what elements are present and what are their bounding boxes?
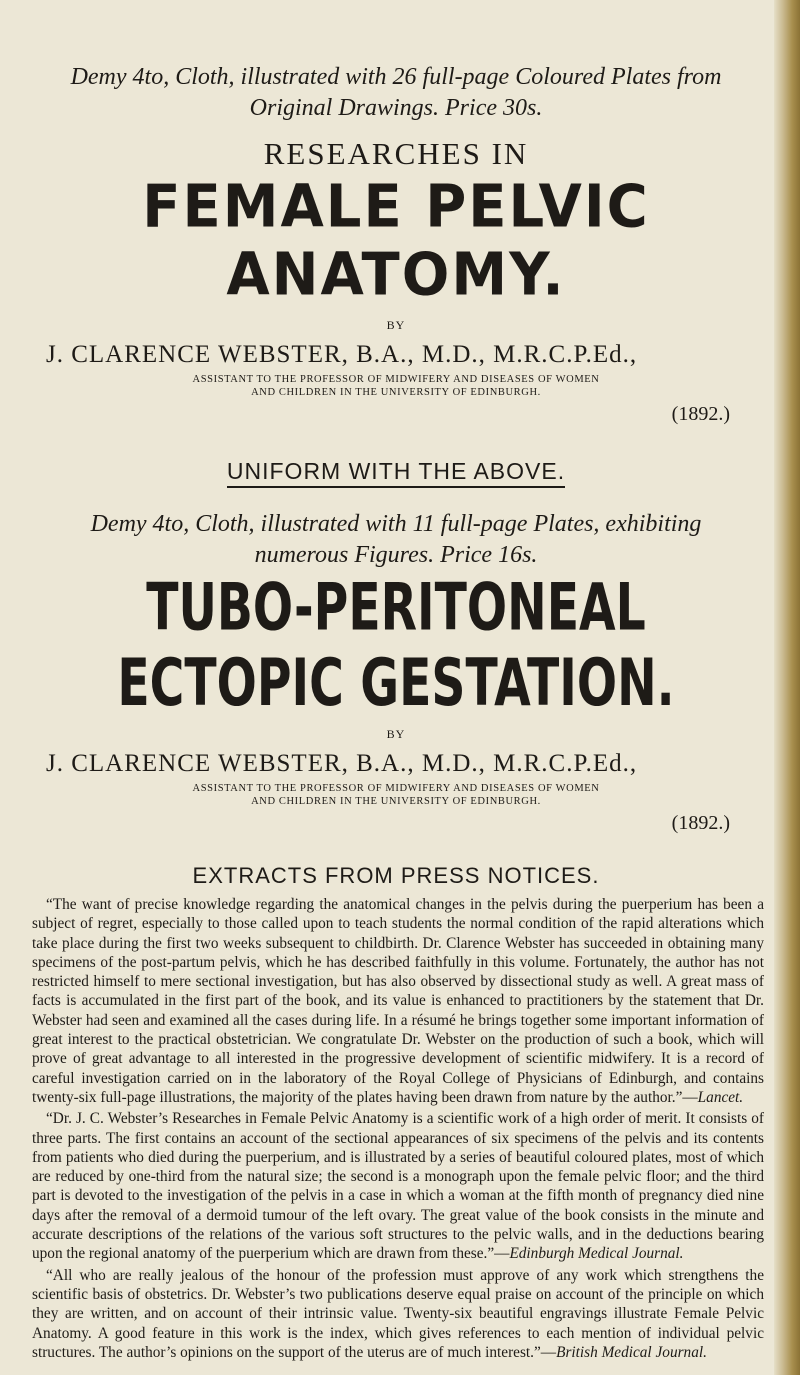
book2-affiliation-line1: ASSISTANT TO THE PROFESSOR OF MIDWIFERY AND DISEASES OF WOMEN bbox=[192, 783, 600, 794]
ad2-line2 bbox=[22, 540, 770, 571]
ad2-price: 16s. bbox=[492, 542, 538, 568]
book1-title: FEMALE PELVIC ANATOMY. bbox=[142, 172, 650, 310]
book1-affiliation-line1: ASSISTANT TO THE PROFESSOR OF MIDWIFERY AND DISEASES OF WOMEN bbox=[192, 374, 600, 385]
quote-text: “All who are really jealous of the honour of the profession must approve of any work which strengthens the scientific basis of obstetrics. Dr. Webster’s two publications deserve equal praise on account of the principle on which they are written, and on account of their intrinsic value. Twenty-six beautiful engravings illustrate Female Pelvic Anatomy. A good feature in this work is the index, which gives references to each mention of individual pelvic structures. The author’s opinions on the support of the uterus are of much interest.”— bbox=[32, 1266, 764, 1361]
ad2-line2-text: numerous Figures. Price bbox=[254, 542, 493, 568]
book1-kicker: RESEARCHES IN bbox=[263, 136, 529, 171]
book2-by: BY bbox=[386, 727, 406, 741]
page-edge bbox=[774, 0, 800, 1375]
book1-affiliation-line2: AND CHILDREN IN THE UNIVERSITY OF EDINBURGH. bbox=[251, 387, 541, 398]
book2-year: (1892.) bbox=[671, 812, 730, 834]
ad2-line1: Demy 4to, Cloth, illustrated with 11 full-page Plates, exhibiting bbox=[90, 511, 702, 537]
ad1-price: 30s. bbox=[497, 95, 543, 121]
book1-author: J. CLARENCE WEBSTER, B.A., M.D., M.R.C.P.Ed., bbox=[46, 341, 638, 368]
quote-source: Edinburgh Medical Journal. bbox=[509, 1245, 684, 1263]
press-quote-lancet bbox=[32, 895, 764, 1107]
quote-source: British Medical Journal. bbox=[556, 1343, 707, 1361]
advertisement-page bbox=[22, 8, 770, 1368]
ad1-line2-text: Original Drawings. Price bbox=[249, 95, 497, 121]
quote-text: “Dr. J. C. Webster’s Researches in Female Pelvic Anatomy is a scientific work of a high order of merit. It consists of three parts. The first contains an account of the sectional appearances of six specimens of the pelvis and its contents from patients who died during the puerperium, and is illustrated by a series of beautiful coloured plates, most of which are reduced by one-third from the natural size; the second is a monograph upon the female pelvic floor; and the third part is devoted to the investigation of the pelvis in a case in which a woman at the fifth month of pregnancy died nine days after the removal of a dermoid tumour of the left ovary. The great value of the book consists in the minute and accurate descriptions of the relations of the various soft structures to the pelvic walls, and in the deductions bearing upon the regional anatomy of the puerperium which are drawn from these.”— bbox=[32, 1110, 764, 1263]
quote-text: “The want of precise knowledge regarding the anatomical changes in the pelvis during the puerperium has been a subject of regret, especially to those called upon to teach students the normal condition of the rapid alterations which take place during the first two weeks subsequent to childbirth. Dr. Clarence Webster has succeeded in obtaining many specimens of the post-partum pelvis, which he has described faithfully in this volume. Fortunately, the author has not restricted himself to mere sectional investigation, but has also observed by dissectional study as well. A great mass of facts is accumulated in the first part of the book, and its value is enhanced to practitioners by the statement that Dr. Webster had seen and examined all the cases during life. In a résumé he brings together some important information of great interest to the practical obstetrician. We congratulate Dr. Webster on the production of such a book, which will prove of great advantage to all interested in the progressive development of scientific midwifery. It is a record of careful investigation carried on in the laboratory of the Royal College of Physicians of Edinburgh, and contains twenty-six full-page illustrations, the majority of the plates having been drawn from nature by the author.”— bbox=[32, 896, 764, 1106]
press-quote-edinburgh bbox=[32, 1109, 764, 1263]
book1-year: (1892.) bbox=[671, 403, 730, 425]
quote-source: Lancet. bbox=[697, 1088, 744, 1106]
book2-title: TUBO-PERITONEAL ECTOPIC GESTATION. bbox=[117, 569, 675, 721]
press-quote-british bbox=[32, 1266, 764, 1362]
uniform-heading-text: UNIFORM WITH THE ABOVE. bbox=[227, 458, 565, 488]
ad1-line2 bbox=[22, 93, 770, 124]
book1-by: BY bbox=[386, 318, 406, 332]
extracts-heading: EXTRACTS FROM PRESS NOTICES. bbox=[192, 863, 600, 888]
ad1-line1: Demy 4to, Cloth, illustrated with 26 full-page Coloured Plates from bbox=[70, 64, 722, 90]
book2-affiliation-line2: AND CHILDREN IN THE UNIVERSITY OF EDINBURGH. bbox=[251, 796, 541, 807]
uniform-heading bbox=[22, 458, 770, 485]
book2-author: J. CLARENCE WEBSTER, B.A., M.D., M.R.C.P.Ed., bbox=[46, 750, 638, 777]
